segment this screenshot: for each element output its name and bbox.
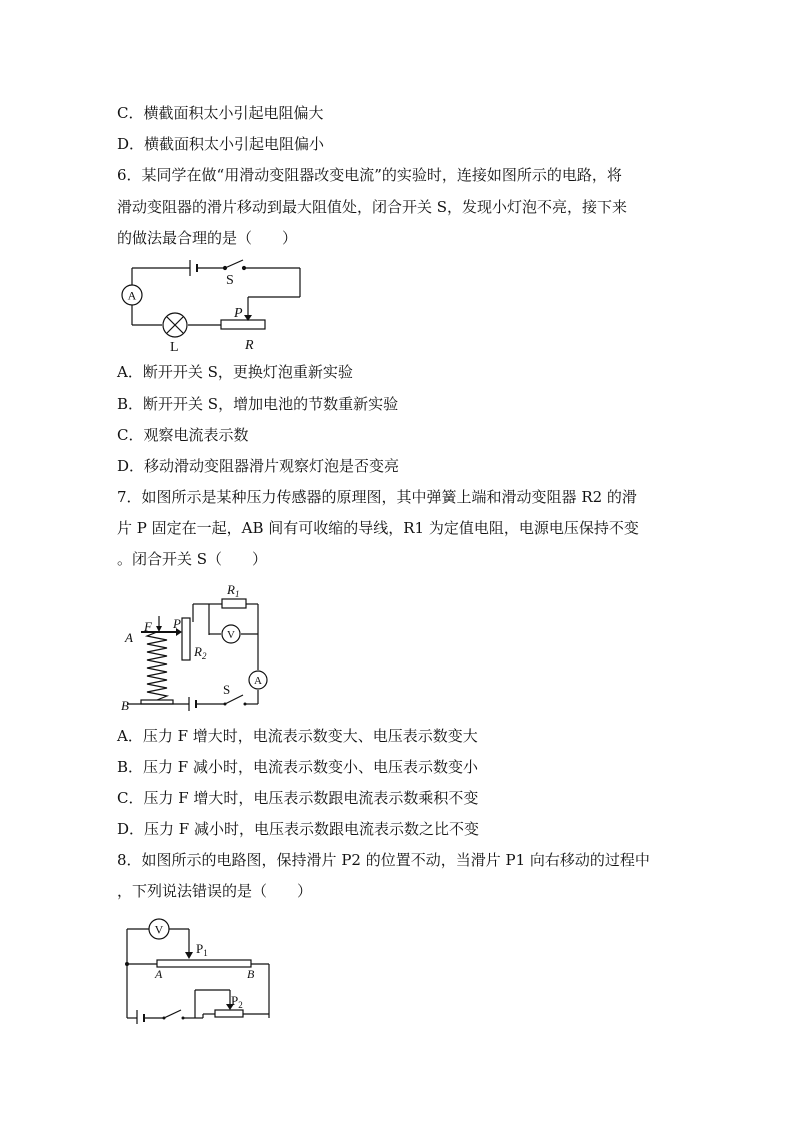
- q7-r2-subscript: 2: [201, 651, 207, 661]
- q6-ammeter-label: A: [127, 288, 137, 303]
- p2-rheostat-body: [215, 1010, 243, 1017]
- q7-option-a: A．压力 F 增大时，电流表示数变大、电压表示数变大: [117, 727, 478, 745]
- q8-end-a-label: A: [155, 967, 163, 981]
- q7-pressure-sensor-diagram: [117, 578, 272, 718]
- q7-stem-line-3: 。闭合开关 S（ ）: [117, 550, 268, 568]
- q7-bottom-label: B: [121, 698, 129, 713]
- q8-voltmeter-label: V: [154, 922, 164, 937]
- q6-stem-line-2: 滑动变阻器的滑片移动到最大阻值处，闭合开关 S，发现小灯泡不亮，接下来: [117, 198, 628, 216]
- q7-stem-line-1: 7．如图所示是某种压力传感器的原理图，其中弹簧上端和滑动变阻器 R2 的滑: [117, 488, 637, 506]
- q7-ammeter-label: A: [254, 675, 262, 687]
- q6-lamp-label: L: [170, 340, 179, 354]
- q6-stem-line-1: 6．某同学在做“用滑动变阻器改变电流”的实验时，连接如图所示的电路，将: [117, 166, 622, 184]
- q6-stem-line-3: 的做法最合理的是（ ）: [117, 229, 298, 247]
- r2-body: [182, 618, 190, 660]
- svg-text:P2: [231, 993, 243, 1010]
- q7-option-d: D．压力 F 减小时，电压表示数跟电流表示数之比不变: [117, 820, 479, 838]
- q6-option-c: C．观察电流表示数: [117, 426, 249, 444]
- q6-option-d: D．移动滑动变阻器滑片观察灯泡是否变亮: [117, 457, 400, 475]
- q7-stem-line-2: 片 P 固定在一起，AB 间有可收缩的导线，R1 为定值电阻，电源电压保持不变: [117, 519, 639, 537]
- q8-p2-label: P: [231, 993, 239, 1008]
- q6-switch-label: S: [226, 273, 234, 288]
- q8-stem-line-1: 8．如图所示的电路图，保持滑片 P2 的位置不动，当滑片 P1 向右移动的过程中: [117, 851, 650, 869]
- r1-body: [222, 599, 246, 608]
- q7-option-b: B．压力 F 减小时，电流表示数变小、电压表示数变小: [117, 758, 478, 776]
- svg-text:R2: [193, 644, 207, 661]
- q7-r1-label: R: [227, 582, 235, 597]
- svg-text:R1: [226, 582, 239, 599]
- prev-option-d: D．横截面积太小引起电阻偏小: [117, 135, 325, 153]
- q7-top-label: A: [125, 630, 133, 645]
- slide-wire-ab: [157, 960, 251, 967]
- q6-rheostat-label: R: [245, 338, 254, 353]
- q8-circuit-diagram: [117, 912, 277, 1024]
- q7-force-label: F: [144, 619, 152, 634]
- switch-blade: [164, 1010, 181, 1018]
- q8-stem-line-2: ，下列说法错误的是（ ）: [117, 882, 313, 900]
- q8-p1-label: P: [196, 941, 204, 956]
- switch-blade: [225, 260, 243, 268]
- q8-end-b-label: B: [247, 967, 255, 981]
- rheostat-body: [221, 320, 265, 329]
- p1-arrow: [185, 952, 193, 959]
- prev-option-c: C．横截面积太小引起电阻偏大: [117, 104, 324, 122]
- q7-r1-subscript: 1: [234, 589, 240, 599]
- q6-option-b: B．断开开关 S，增加电池的节数重新实验: [117, 395, 399, 413]
- q6-circuit-diagram: [117, 258, 307, 354]
- q7-option-c: C．压力 F 增大时，电压表示数跟电流表示数乘积不变: [117, 789, 479, 807]
- q6-slider-label: P: [234, 306, 243, 321]
- q8-p2-subscript: 2: [238, 1000, 243, 1010]
- q8-p1-subscript: 1: [203, 948, 208, 958]
- q7-switch-label: S: [223, 682, 231, 697]
- q7-voltmeter-label: V: [227, 629, 235, 641]
- spring-coil: [147, 632, 167, 700]
- svg-text:P1: [196, 941, 208, 958]
- q7-slider-label: P: [173, 616, 181, 631]
- q6-option-a: A．断开开关 S，更换灯泡重新实验: [117, 363, 353, 381]
- q7-r2-label: R: [194, 644, 202, 659]
